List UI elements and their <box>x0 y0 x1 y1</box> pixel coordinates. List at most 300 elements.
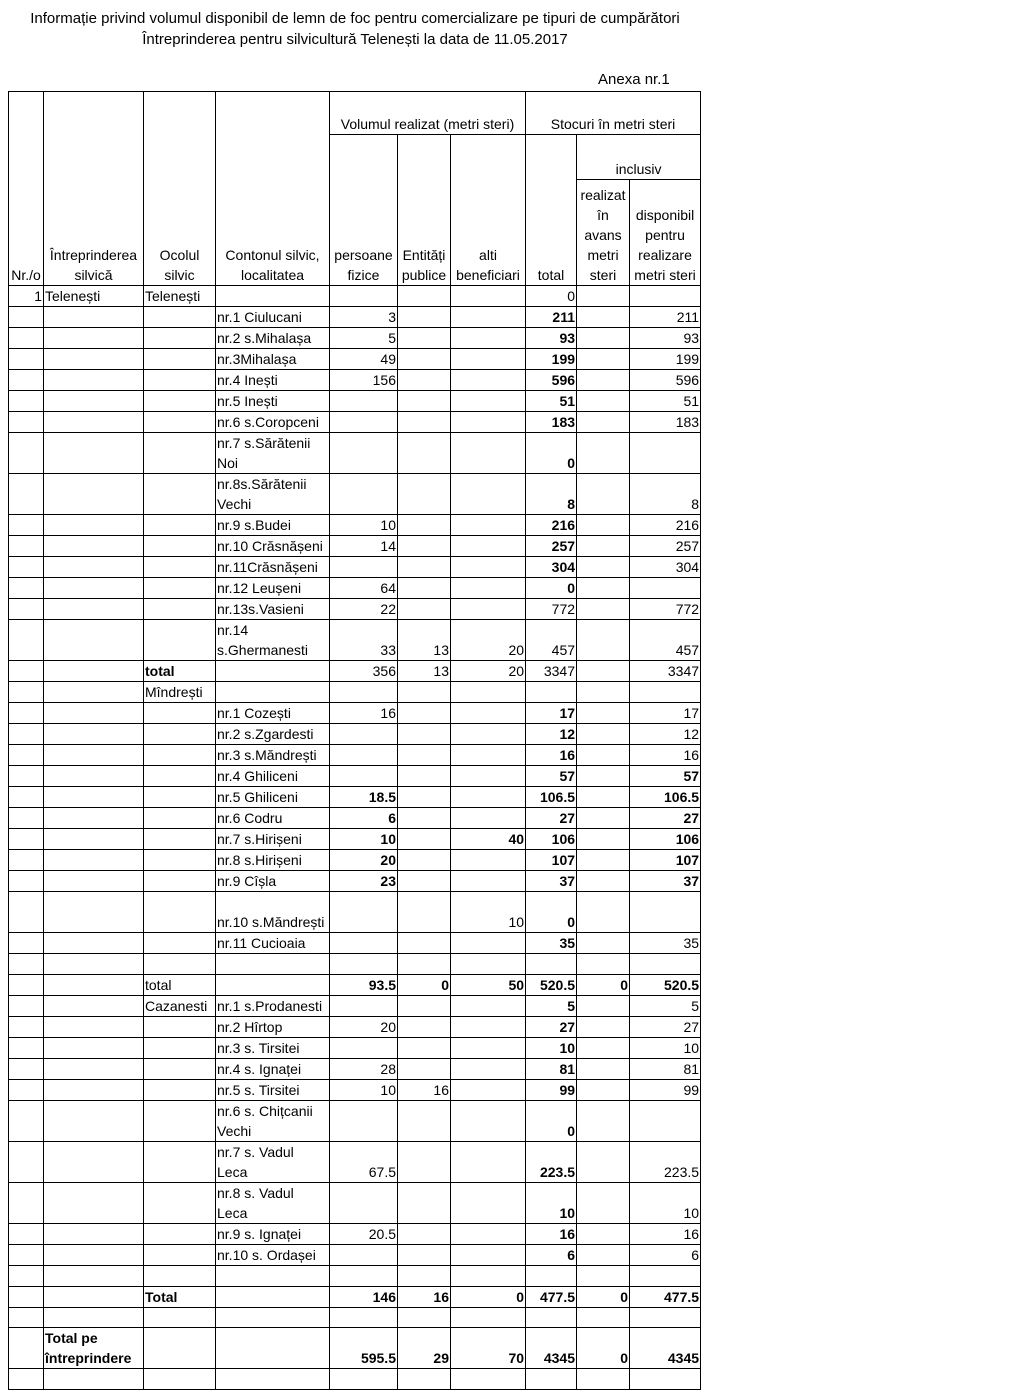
cell-available: 6 <box>630 1244 701 1265</box>
cell-advance <box>577 1223 630 1244</box>
cell-available: 520.5 <box>630 974 701 995</box>
table-row <box>9 474 701 515</box>
cell-advance <box>577 620 630 661</box>
cell-canton <box>216 1328 330 1369</box>
cell-advance <box>577 766 630 787</box>
cell-other <box>451 1244 526 1265</box>
cell-other <box>451 328 526 349</box>
cell-advance: 0 <box>577 974 630 995</box>
cell-ocol: Total <box>144 1286 216 1307</box>
cell-advance <box>577 515 630 536</box>
cell-nr <box>9 995 44 1016</box>
cell-enterprise <box>44 557 144 578</box>
cell-persons: 3 <box>330 307 398 328</box>
cell-canton <box>216 954 330 975</box>
cell-enterprise <box>44 829 144 850</box>
cell-enterprise <box>44 433 144 474</box>
cell-enterprise <box>44 1079 144 1100</box>
cell-ocol <box>144 474 216 515</box>
cell-nr <box>9 850 44 871</box>
table-row <box>9 557 701 578</box>
cell-available: 257 <box>630 536 701 557</box>
cell-available: 17 <box>630 703 701 724</box>
cell-canton: nr.1 Ciulucani <box>216 307 330 328</box>
cell-nr <box>9 474 44 515</box>
cell-public: 29 <box>398 1328 451 1369</box>
cell-nr <box>9 1244 44 1265</box>
cell-nr <box>9 1016 44 1037</box>
cell-ocol <box>144 557 216 578</box>
cell-total: 304 <box>526 557 577 578</box>
cell-other: 20 <box>451 620 526 661</box>
cell-advance <box>577 1244 630 1265</box>
cell-nr <box>9 433 44 474</box>
table-row <box>9 954 701 975</box>
cell-enterprise <box>44 515 144 536</box>
cell-persons: 356 <box>330 661 398 682</box>
cell-ocol <box>144 1244 216 1265</box>
table-row <box>9 933 701 954</box>
cell-canton: nr.3Mihalașa <box>216 349 330 370</box>
table-row <box>9 433 701 474</box>
cell-enterprise <box>44 892 144 933</box>
cell-advance <box>577 724 630 745</box>
header-ocol: Ocolul silvic <box>144 92 216 286</box>
cell-other <box>451 1079 526 1100</box>
cell-total: 183 <box>526 412 577 433</box>
cell-available: 596 <box>630 370 701 391</box>
cell-persons <box>330 412 398 433</box>
cell-other <box>451 703 526 724</box>
table-row <box>9 995 701 1016</box>
cell-total <box>526 954 577 975</box>
cell-advance <box>577 1016 630 1037</box>
cell-enterprise <box>44 724 144 745</box>
cell-total: 8 <box>526 474 577 515</box>
table-row <box>9 286 701 307</box>
cell-public <box>398 1141 451 1182</box>
cell-available: 35 <box>630 933 701 954</box>
cell-public <box>398 1100 451 1141</box>
cell-nr <box>9 745 44 766</box>
header-nr: Nr./o <box>9 92 44 286</box>
cell-other <box>451 724 526 745</box>
cell-enterprise <box>44 391 144 412</box>
cell-persons: 33 <box>330 620 398 661</box>
cell-ocol <box>144 536 216 557</box>
cell-nr <box>9 1307 44 1328</box>
cell-canton: nr.11 Cucioaia <box>216 933 330 954</box>
cell-available: 10 <box>630 1182 701 1223</box>
cell-enterprise <box>44 1037 144 1058</box>
cell-advance <box>577 745 630 766</box>
cell-public <box>398 474 451 515</box>
cell-other <box>451 954 526 975</box>
cell-ocol <box>144 412 216 433</box>
cell-public <box>398 1016 451 1037</box>
cell-enterprise: Total pe întreprindere <box>44 1328 144 1369</box>
cell-persons <box>330 1369 398 1390</box>
cell-ocol <box>144 829 216 850</box>
table-row <box>9 578 701 599</box>
table-row <box>9 391 701 412</box>
cell-public <box>398 578 451 599</box>
cell-persons: 18.5 <box>330 787 398 808</box>
cell-enterprise <box>44 703 144 724</box>
cell-enterprise <box>44 1265 144 1286</box>
cell-canton: nr.4 Inești <box>216 370 330 391</box>
cell-advance <box>577 1037 630 1058</box>
cell-ocol <box>144 1037 216 1058</box>
table-row <box>9 536 701 557</box>
table-row <box>9 349 701 370</box>
cell-public <box>398 703 451 724</box>
cell-advance <box>577 871 630 892</box>
cell-ocol <box>144 578 216 599</box>
cell-canton: nr.3 s.Măndrești <box>216 745 330 766</box>
cell-nr <box>9 829 44 850</box>
cell-canton: nr.8 s. Vadul Leca <box>216 1182 330 1223</box>
header-inclusive: inclusiv <box>577 135 701 180</box>
cell-ocol <box>144 808 216 829</box>
cell-ocol <box>144 766 216 787</box>
cell-canton <box>216 974 330 995</box>
cell-other: 70 <box>451 1328 526 1369</box>
cell-available: 457 <box>630 620 701 661</box>
cell-enterprise <box>44 974 144 995</box>
cell-advance <box>577 1307 630 1328</box>
cell-total: 0 <box>526 286 577 307</box>
cell-total <box>526 682 577 703</box>
cell-persons <box>330 954 398 975</box>
header-available: disponibil pentru realizare metri steri <box>630 180 701 286</box>
cell-enterprise <box>44 349 144 370</box>
cell-public <box>398 1037 451 1058</box>
cell-persons: 595.5 <box>330 1328 398 1369</box>
cell-available: 183 <box>630 412 701 433</box>
cell-public <box>398 557 451 578</box>
cell-nr <box>9 1058 44 1079</box>
cell-nr <box>9 599 44 620</box>
cell-total <box>526 1307 577 1328</box>
table-row <box>9 1037 701 1058</box>
cell-available: 211 <box>630 307 701 328</box>
cell-available: 16 <box>630 745 701 766</box>
cell-available: 57 <box>630 766 701 787</box>
cell-ocol <box>144 1016 216 1037</box>
cell-nr <box>9 1265 44 1286</box>
cell-advance <box>577 1100 630 1141</box>
cell-other <box>451 349 526 370</box>
cell-available: 772 <box>630 599 701 620</box>
table-row <box>9 328 701 349</box>
cell-canton: nr.9 Cîșla <box>216 871 330 892</box>
cell-enterprise <box>44 682 144 703</box>
cell-other: 0 <box>451 1286 526 1307</box>
cell-other <box>451 536 526 557</box>
cell-enterprise <box>44 787 144 808</box>
table-row <box>9 1079 701 1100</box>
cell-public <box>398 829 451 850</box>
cell-total: 17 <box>526 703 577 724</box>
cell-other <box>451 515 526 536</box>
cell-persons: 23 <box>330 871 398 892</box>
cell-nr <box>9 724 44 745</box>
cell-nr <box>9 557 44 578</box>
cell-other <box>451 1265 526 1286</box>
cell-other <box>451 412 526 433</box>
cell-canton: nr.10 s.Măndrești <box>216 892 330 933</box>
cell-public <box>398 766 451 787</box>
cell-other <box>451 1100 526 1141</box>
cell-public <box>398 412 451 433</box>
cell-ocol <box>144 349 216 370</box>
cell-canton: nr.8s.Sărătenii Vechi <box>216 474 330 515</box>
cell-persons: 93.5 <box>330 974 398 995</box>
cell-available: 3347 <box>630 661 701 682</box>
cell-available: 106 <box>630 829 701 850</box>
cell-available: 12 <box>630 724 701 745</box>
cell-total: 51 <box>526 391 577 412</box>
cell-enterprise <box>44 328 144 349</box>
header-advance: realizat în avans metri steri <box>577 180 630 286</box>
cell-other <box>451 599 526 620</box>
cell-canton: nr.5 Ghiliceni <box>216 787 330 808</box>
report-subtitle: Întreprinderea pentru silvicultură Telenești la data de 11.05.2017 <box>142 31 568 48</box>
wood-volume-table <box>8 91 701 1390</box>
cell-total: 37 <box>526 871 577 892</box>
cell-total: 199 <box>526 349 577 370</box>
cell-other <box>451 307 526 328</box>
cell-persons: 20.5 <box>330 1223 398 1244</box>
cell-other <box>451 433 526 474</box>
cell-enterprise <box>44 1223 144 1244</box>
cell-other <box>451 933 526 954</box>
cell-canton: nr.6 s.Coropceni <box>216 412 330 433</box>
cell-total: 106.5 <box>526 787 577 808</box>
cell-public <box>398 1058 451 1079</box>
cell-persons <box>330 933 398 954</box>
cell-nr <box>9 933 44 954</box>
cell-persons <box>330 1182 398 1223</box>
table-row <box>9 661 701 682</box>
cell-canton <box>216 1286 330 1307</box>
cell-total: 81 <box>526 1058 577 1079</box>
cell-canton: nr.7 s.Hirișeni <box>216 829 330 850</box>
cell-other <box>451 1307 526 1328</box>
cell-available <box>630 433 701 474</box>
cell-total: 35 <box>526 933 577 954</box>
cell-public <box>398 1244 451 1265</box>
cell-public <box>398 286 451 307</box>
cell-advance <box>577 349 630 370</box>
cell-ocol <box>144 1182 216 1223</box>
cell-nr <box>9 620 44 661</box>
cell-advance <box>577 1265 630 1286</box>
cell-available: 10 <box>630 1037 701 1058</box>
cell-nr <box>9 682 44 703</box>
cell-canton: nr.7 s. Vadul Leca <box>216 1141 330 1182</box>
cell-persons <box>330 995 398 1016</box>
cell-persons <box>330 1307 398 1328</box>
cell-nr <box>9 1369 44 1390</box>
cell-enterprise <box>44 1369 144 1390</box>
cell-other <box>451 682 526 703</box>
cell-advance <box>577 1058 630 1079</box>
cell-public <box>398 391 451 412</box>
cell-persons: 22 <box>330 599 398 620</box>
cell-enterprise <box>44 307 144 328</box>
cell-ocol <box>144 954 216 975</box>
cell-public <box>398 599 451 620</box>
cell-canton: nr.11Crăsnășeni <box>216 557 330 578</box>
cell-advance <box>577 787 630 808</box>
cell-total: 16 <box>526 1223 577 1244</box>
cell-available: 51 <box>630 391 701 412</box>
cell-available: 4345 <box>630 1328 701 1369</box>
cell-total: 520.5 <box>526 974 577 995</box>
cell-other <box>451 871 526 892</box>
cell-enterprise <box>44 1244 144 1265</box>
cell-available: 5 <box>630 995 701 1016</box>
cell-advance <box>577 536 630 557</box>
table-body <box>9 286 701 1390</box>
cell-public <box>398 808 451 829</box>
cell-persons <box>330 1265 398 1286</box>
cell-canton <box>216 1307 330 1328</box>
cell-advance <box>577 578 630 599</box>
cell-enterprise <box>44 578 144 599</box>
cell-advance: 0 <box>577 1328 630 1369</box>
cell-nr <box>9 1141 44 1182</box>
cell-canton: nr.10 Crăsnășeni <box>216 536 330 557</box>
cell-ocol <box>144 1223 216 1244</box>
cell-available <box>630 578 701 599</box>
cell-advance <box>577 412 630 433</box>
cell-available: 106.5 <box>630 787 701 808</box>
cell-persons <box>330 474 398 515</box>
annex-label: Anexa nr.1 <box>598 71 670 88</box>
cell-available: 27 <box>630 1016 701 1037</box>
cell-enterprise <box>44 1100 144 1141</box>
cell-other: 20 <box>451 661 526 682</box>
cell-ocol <box>144 1079 216 1100</box>
cell-nr <box>9 412 44 433</box>
cell-advance <box>577 1079 630 1100</box>
table-row <box>9 1307 701 1328</box>
cell-other <box>451 1141 526 1182</box>
cell-total: 4345 <box>526 1328 577 1369</box>
cell-public <box>398 515 451 536</box>
header-persons: persoane fizice <box>330 135 398 286</box>
cell-available: 199 <box>630 349 701 370</box>
cell-nr <box>9 1328 44 1369</box>
cell-advance <box>577 328 630 349</box>
cell-available: 477.5 <box>630 1286 701 1307</box>
cell-enterprise <box>44 412 144 433</box>
cell-public: 0 <box>398 974 451 995</box>
table-row <box>9 871 701 892</box>
cell-advance <box>577 892 630 933</box>
cell-persons: 10 <box>330 829 398 850</box>
cell-advance <box>577 933 630 954</box>
cell-enterprise <box>44 620 144 661</box>
cell-nr <box>9 1079 44 1100</box>
cell-public <box>398 954 451 975</box>
cell-nr <box>9 892 44 933</box>
cell-ocol <box>144 892 216 933</box>
cell-enterprise <box>44 1182 144 1223</box>
cell-advance <box>577 995 630 1016</box>
cell-other <box>451 1016 526 1037</box>
header-public-entities: Entități publice <box>398 135 451 286</box>
cell-available <box>630 682 701 703</box>
cell-ocol <box>144 850 216 871</box>
cell-advance <box>577 703 630 724</box>
cell-total: 3347 <box>526 661 577 682</box>
cell-ocol <box>144 307 216 328</box>
cell-public <box>398 536 451 557</box>
header-volume-group: Volumul realizat (metri steri) <box>330 92 526 135</box>
cell-other <box>451 391 526 412</box>
cell-persons: 28 <box>330 1058 398 1079</box>
cell-advance <box>577 1141 630 1182</box>
cell-total: 107 <box>526 850 577 871</box>
cell-ocol <box>144 433 216 474</box>
cell-ocol <box>144 370 216 391</box>
table-row <box>9 1058 701 1079</box>
cell-advance <box>577 682 630 703</box>
cell-persons: 64 <box>330 578 398 599</box>
cell-other <box>451 995 526 1016</box>
cell-enterprise <box>44 850 144 871</box>
cell-canton: nr.2 Hîrtop <box>216 1016 330 1037</box>
cell-available <box>630 892 701 933</box>
cell-ocol <box>144 871 216 892</box>
table-row <box>9 974 701 995</box>
cell-available: 8 <box>630 474 701 515</box>
cell-public <box>398 1265 451 1286</box>
cell-advance <box>577 808 630 829</box>
cell-ocol <box>144 1265 216 1286</box>
cell-advance: 0 <box>577 1286 630 1307</box>
cell-persons <box>330 1037 398 1058</box>
cell-other <box>451 1369 526 1390</box>
cell-nr <box>9 307 44 328</box>
cell-canton: nr.2 s.Mihalașa <box>216 328 330 349</box>
cell-canton: nr.5 s. Tirsitei <box>216 1079 330 1100</box>
table-row <box>9 1265 701 1286</box>
cell-advance <box>577 850 630 871</box>
cell-available <box>630 1307 701 1328</box>
table-row <box>9 703 701 724</box>
cell-enterprise <box>44 871 144 892</box>
cell-other <box>451 578 526 599</box>
cell-advance <box>577 433 630 474</box>
cell-other <box>451 808 526 829</box>
cell-total: 106 <box>526 829 577 850</box>
cell-total: 772 <box>526 599 577 620</box>
cell-other <box>451 557 526 578</box>
cell-persons <box>330 892 398 933</box>
cell-total: 223.5 <box>526 1141 577 1182</box>
cell-canton: nr.14 s.Ghermanesti <box>216 620 330 661</box>
cell-enterprise <box>44 933 144 954</box>
cell-ocol <box>144 787 216 808</box>
cell-persons <box>330 391 398 412</box>
cell-ocol <box>144 1328 216 1369</box>
cell-persons: 20 <box>330 1016 398 1037</box>
